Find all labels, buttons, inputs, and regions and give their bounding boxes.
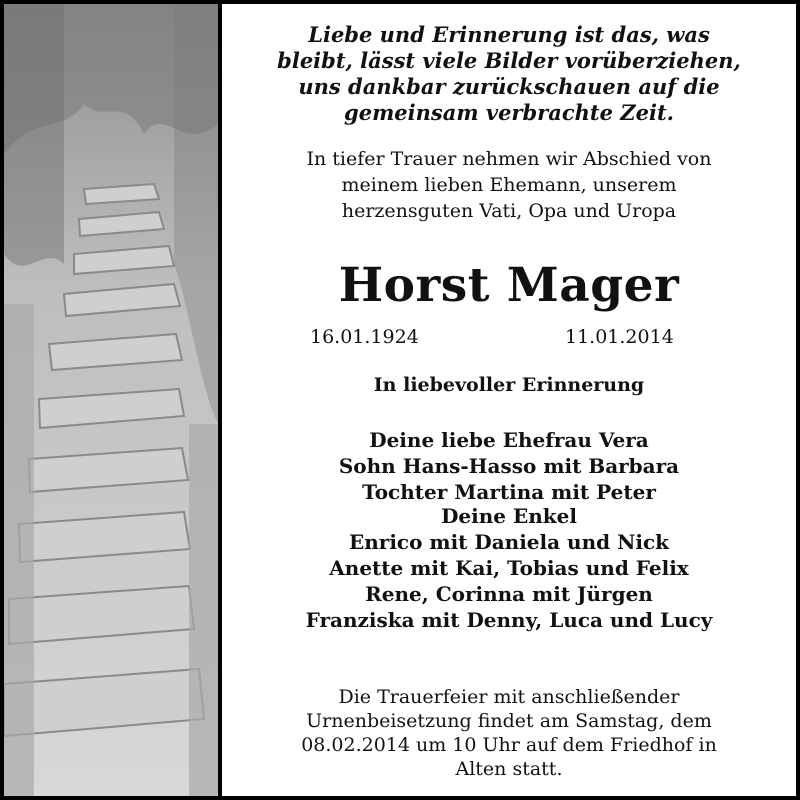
stairs-illustration (4, 4, 218, 796)
deceased-name: Horst Mager (338, 258, 680, 313)
death-date: 11.01.2014 (565, 326, 674, 348)
poem-line: uns dankbar zurückschauen auf die (298, 74, 720, 99)
family-line: Rene, Corinna mit Jürgen (365, 582, 653, 606)
service-line: Alten statt. (455, 758, 563, 780)
intro-line: meinem lieben Ehemann, unserem (341, 174, 677, 196)
family-line: Sohn Hans-Hasso mit Barbara (338, 454, 680, 478)
obituary-text (222, 4, 796, 796)
family-line: Enrico mit Daniela und Nick (349, 530, 669, 554)
poem-line: bleibt, lässt viele Bilder vorüberziehen, (277, 48, 741, 73)
family-line: Tochter Martina mit Peter (362, 480, 656, 504)
stone-stairs-image (4, 4, 218, 796)
service-line: Urnenbeisetzung findet am Samstag, dem (306, 710, 712, 732)
intro-line: In tiefer Trauer nehmen wir Abschied von (306, 148, 712, 170)
service-line: Die Trauerfeier mit anschließender (338, 686, 680, 708)
intro-line: herzensguten Vati, Opa und Uropa (341, 200, 677, 222)
family-line: Anette mit Kai, Tobias und Felix (329, 556, 689, 580)
family-line: Deine liebe Ehefrau Vera (369, 428, 649, 452)
poem-line: gemeinsam verbrachte Zeit. (344, 100, 674, 125)
family-line: Franziska mit Denny, Luca und Lucy (305, 608, 713, 632)
family-line: Deine Enkel (441, 504, 577, 528)
service-line: 08.02.2014 um 10 Uhr auf dem Friedhof in (301, 734, 717, 756)
birth-date: 16.01.1924 (310, 326, 419, 348)
memory-heading: In liebevoller Erinnerung (373, 374, 645, 396)
poem-line: Liebe und Erinnerung ist das, was (308, 22, 710, 47)
